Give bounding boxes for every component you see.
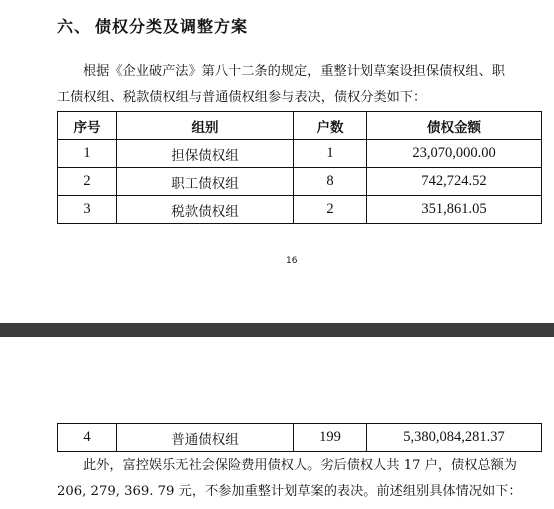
header-amount: 债权金额 — [367, 112, 542, 140]
row-count: 2 — [294, 196, 367, 224]
row-index: 2 — [58, 168, 117, 196]
section-number: 六、 — [57, 17, 92, 36]
row-amount: 23,070,000.00 — [367, 140, 542, 168]
row-group: 担保债权组 — [117, 140, 294, 168]
row-group: 普通债权组 — [117, 424, 294, 452]
row-count: 8 — [294, 168, 367, 196]
row-group: 税款债权组 — [117, 196, 294, 224]
row-group: 职工债权组 — [117, 168, 294, 196]
row-amount: 5,380,084,281.37 — [367, 424, 542, 452]
header-group: 组别 — [117, 112, 294, 140]
table-row — [58, 168, 542, 196]
row-amount: 351,861.05 — [367, 196, 542, 224]
section-heading — [57, 14, 248, 37]
row-count: 1 — [294, 140, 367, 168]
claims-table-continued — [57, 423, 542, 452]
row-index: 4 — [58, 424, 117, 452]
table-row — [58, 424, 542, 452]
intro-line-1: 根据《企业破产法》第八十二条的规定，重整计划草案设担保债权组、职 — [83, 64, 505, 79]
claims-table — [57, 111, 542, 224]
page-separator — [0, 323, 554, 337]
closing-line-1: 此外，富控娱乐无社会保险费用债权人。劣后债权人共 17 户，债权总额为 — [83, 458, 517, 473]
table-row — [58, 140, 542, 168]
row-amount: 742,724.52 — [367, 168, 542, 196]
table-row — [58, 196, 542, 224]
header-index: 序号 — [58, 112, 117, 140]
row-count: 199 — [294, 424, 367, 452]
header-count: 户数 — [294, 112, 367, 140]
intro-line-2: 工债权组、税款债权组与普通债权组参与表决，债权分类如下： — [57, 90, 427, 105]
row-index: 1 — [58, 140, 117, 168]
closing-line-2: 206, 279, 369. 79 元，不参加重整计划草案的表决。前述组别具体情况如下： — [57, 484, 522, 499]
row-index: 3 — [58, 196, 117, 224]
section-title: 债权分类及调整方案 — [95, 17, 249, 36]
page-17 — [0, 337, 554, 509]
page-number: 16 — [286, 256, 298, 266]
table-header-row — [58, 112, 542, 140]
